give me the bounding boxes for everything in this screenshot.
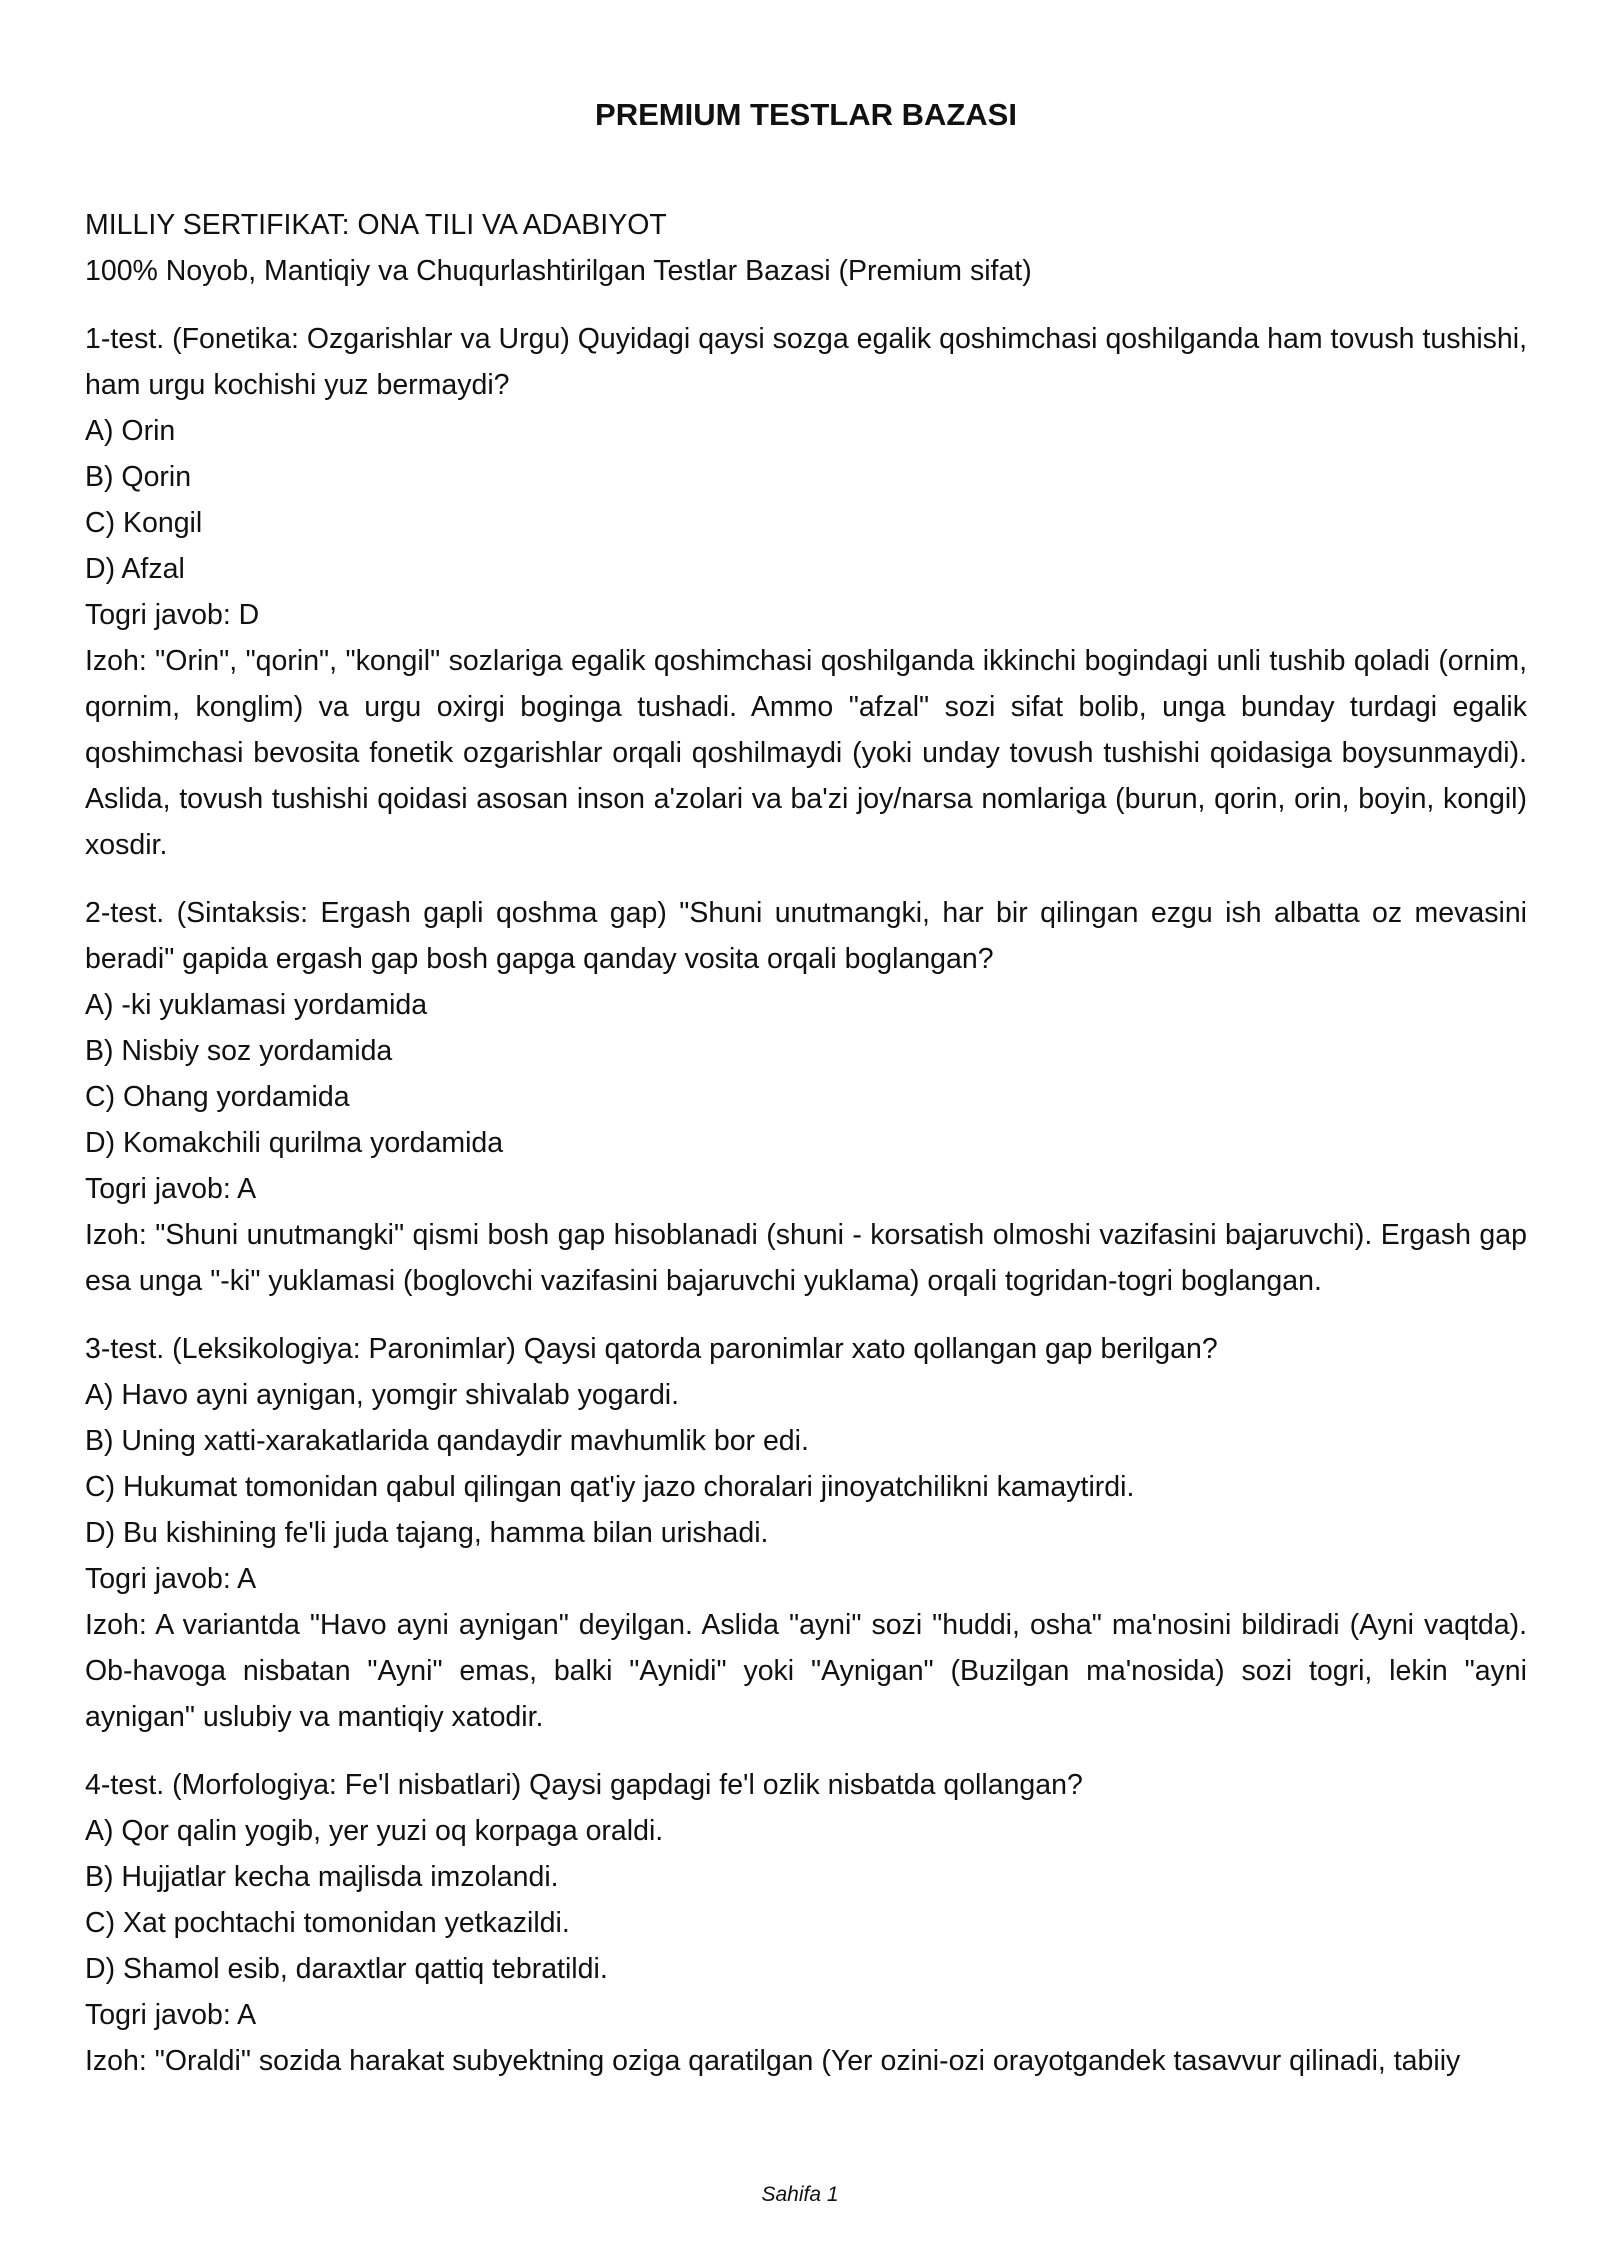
test-option-b: B) Qorin [85,461,192,493]
test-answer: Togri javob: A [85,1999,257,2031]
test-explanation: Izoh: A variantda "Havo ayni aynigan" deyilgan. Aslida "ayni" sozi "huddi, osha" ma'nosini bildiradi (Ayni vaqtda). Ob-havoga nisbatan "Ayni" emas, balki "Aynidi" yoki "Aynigan" (Buzilgan ma'nosida) sozi togri, lekin "ayni aynigan" uslubiy va mantiqiy xatodir. [85,1609,1527,1733]
test-explanation: Izoh: "Oraldi" sozida harakat subyektning oziga qaratilgan (Yer ozini-ozi orayotgandek tasavvur qilinadi, tabiiy [85,2045,1461,2077]
test-option-d: D) Komakchili qurilma yordamida [85,1127,504,1159]
test-option-a: A) Qor qalin yogib, yer yuzi oq korpaga oraldi. [85,1815,664,1847]
test-question: 3-test. (Leksikologiya: Paronimlar) Qaysi qatorda paronimlar xato qollangan gap berilgan? [85,1333,1218,1365]
document-tagline: 100% Noyob, Mantiqiy va Chuqurlashtirilgan Testlar Bazasi (Premium sifat) [85,255,1032,287]
document-page [85,88,1527,2084]
test-item-1 [85,316,1527,868]
test-option-a: A) -ki yuklamasi yordamida [85,989,428,1021]
document-subtitle: MILLIY SERTIFIKAT: ONA TILI VA ADABIYOT [85,209,667,241]
test-option-c: C) Hukumat tomonidan qabul qilingan qat'iy jazo choralari jinoyatchilikni kamaytirdi. [85,1471,1135,1503]
test-question: 4-test. (Morfologiya: Fe'l nisbatlari) Qaysi gapdagi fe'l ozlik nisbatda qollangan? [85,1769,1083,1801]
test-option-c: C) Ohang yordamida [85,1081,350,1113]
document-title: PREMIUM TESTLAR BAZASI [595,97,1017,132]
test-option-d: D) Shamol esib, daraxtlar qattiq tebratildi. [85,1953,608,1985]
test-item-2 [85,890,1527,1304]
test-option-b: B) Nisbiy soz yordamida [85,1035,393,1067]
test-item-3 [85,1326,1527,1740]
test-answer: Togri javob: A [85,1563,257,1595]
page-number: Sahifa 1 [761,2183,839,2206]
test-answer: Togri javob: A [85,1173,257,1205]
test-question: 1-test. (Fonetika: Ozgarishlar va Urgu) Quyidagi qaysi sozga egalik qoshimchasi qoshilganda ham tovush tushishi, ham urgu kochishi yuz bermaydi? [85,323,1527,401]
test-explanation: Izoh: "Shuni unutmangki" qismi bosh gap hisoblanadi (shuni - korsatish olmoshi vazifasini bajaruvchi). Ergash gap esa unga "-ki" yuklamasi (boglovchi vazifasini bajaruvchi yuklama) orqali togridan-togri boglangan. [85,1219,1527,1297]
test-explanation: Izoh: "Orin", "qorin", "kongil" sozlariga egalik qoshimchasi qoshilganda ikkinchi bogindagi unli tushib qoladi (ornim, qornim, konglim) va urgu oxirgi boginga tushadi. Ammo "afzal" sozi sifat bolib, unga bunday turdagi egalik qoshimchasi bevosita fonetik ozgarishlar orqali qoshilmaydi (yoki unday tovush tushishi qoidasiga boysunmaydi). Aslida, tovush tushishi qoidasi asosan inson a'zolari va ba'zi joy/narsa nomlariga (burun, qorin, orin, boyin, kongil) xosdir. [85,645,1527,861]
test-question: 2-test. (Sintaksis: Ergash gapli qoshma gap) "Shuni unutmangki, har bir qilingan ezgu ish albatta oz mevasini beradi" gapida ergash gap bosh gapga qanday vosita orqali boglangan? [85,897,1527,975]
test-option-c: C) Kongil [85,507,203,539]
test-option-a: A) Orin [85,415,176,447]
test-option-c: C) Xat pochtachi tomonidan yetkazildi. [85,1907,570,1939]
test-option-d: D) Bu kishining fe'li juda tajang, hamma bilan urishadi. [85,1517,769,1549]
test-option-b: B) Uning xatti-xarakatlarida qandaydir mavhumlik bor edi. [85,1425,809,1457]
test-option-a: A) Havo ayni aynigan, yomgir shivalab yogardi. [85,1379,680,1411]
test-answer: Togri javob: D [85,599,260,631]
test-option-d: D) Afzal [85,553,185,585]
test-option-b: B) Hujjatlar kecha majlisda imzolandi. [85,1861,559,1893]
test-item-4 [85,1762,1527,2084]
